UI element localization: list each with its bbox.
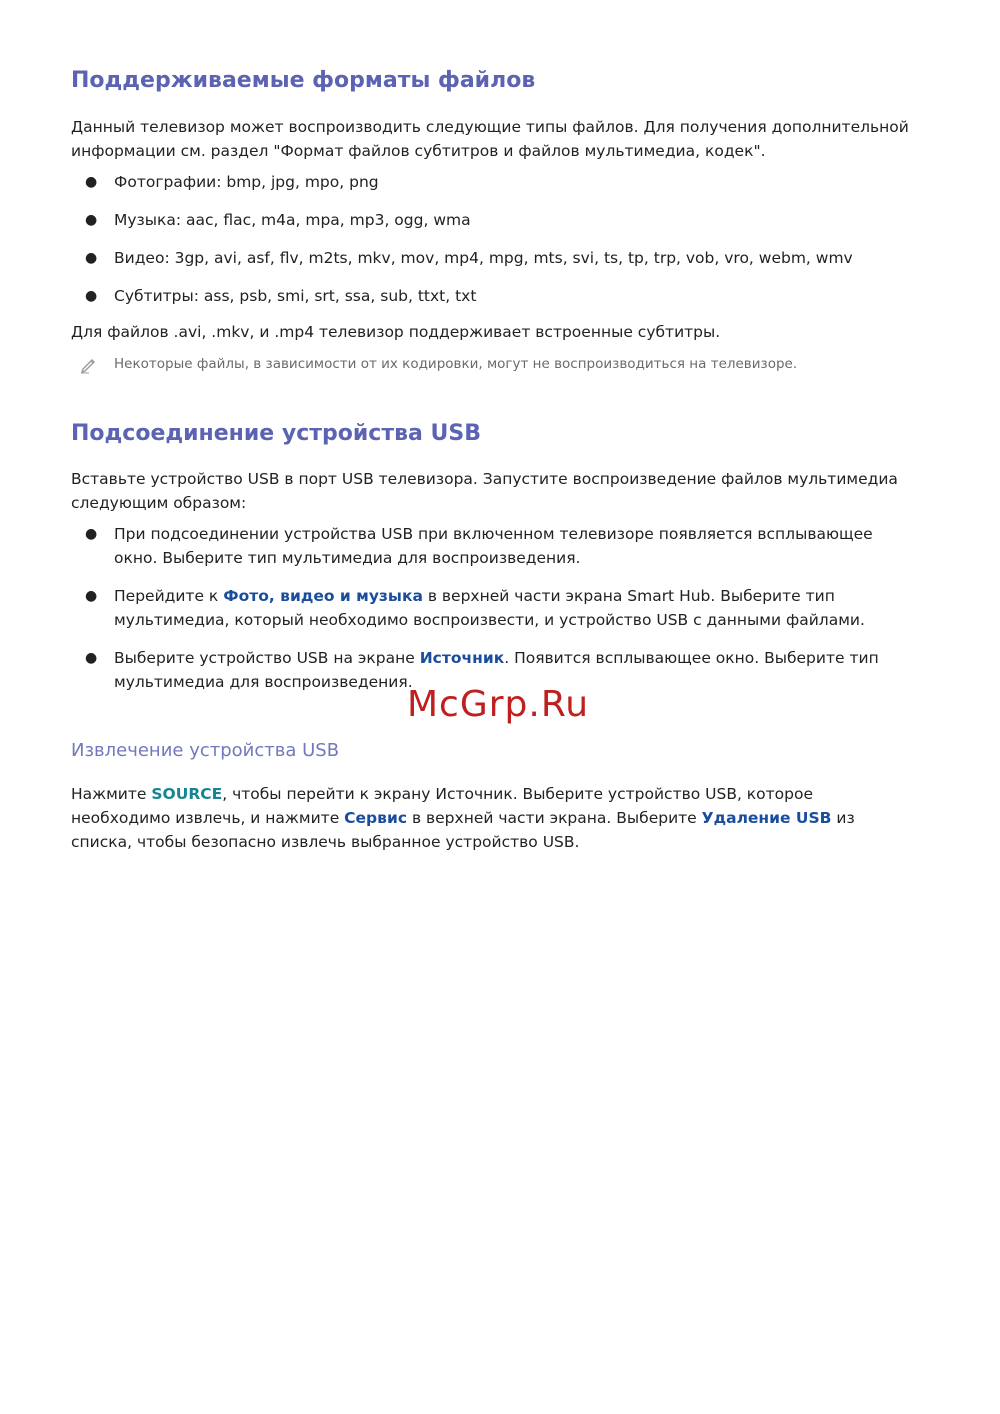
list-item: ● Выберите устройство USB на экране Источник. Появится всплывающее окно. Выберите тип мультимедиа для воспроизведения. [85, 649, 879, 691]
section-title-eject-usb: Извлечение устройства USB [71, 740, 340, 761]
list-item: ● Фотографии: bmp, jpg, mpo, png [85, 173, 379, 191]
watermark: McGrp.Ru [407, 684, 590, 725]
key-source: SOURCE [151, 785, 223, 803]
eject-instructions: Нажмите SOURCE, чтобы перейти к экрану Источник. Выберите устройство USB, которое необходимо извлечь, и нажмите Сервис в верхней части экрана. Выберите Удаление USB из списка, чтобы безопасно извлечь выбранное устройство USB. [71, 785, 855, 851]
list-item: ● При подсоединении устройства USB при включенном телевизоре появляется всплывающее окно. Выберите тип мультимедиа для воспроизведения. [85, 525, 873, 567]
list-item: ● Перейдите к Фото, видео и музыка в верхней части экрана Smart Hub. Выберите тип мультимедиа, который необходимо воспроизвести, и устройство USB с данными файлами. [85, 587, 865, 629]
section-title-usb: Подсоединение устройства USB [71, 421, 481, 446]
note-text: Некоторые файлы, в зависимости от их кодировки, могут не воспроизводиться на телевизоре. [114, 356, 798, 372]
section-title-formats: Поддерживаемые форматы файлов [71, 68, 536, 93]
usb-intro: Вставьте устройство USB в порт USB телевизора. Запустите воспроизведение файлов мультимедиа следующим образом: [71, 470, 898, 512]
list-item: ● Видео: 3gp, avi, asf, flv, m2ts, mkv, mov, mp4, mpg, mts, svi, ts, tp, trp, vob, vro, webm, wmv [85, 249, 853, 267]
formats-list [71, 170, 911, 308]
link-remove-usb[interactable]: Удаление USB [701, 809, 832, 827]
link-source[interactable]: Источник [419, 649, 505, 667]
link-service[interactable]: Сервис [344, 809, 408, 827]
note [71, 354, 911, 374]
pencil-icon [79, 354, 99, 374]
list-item: ● Субтитры: ass, psb, smi, srt, ssa, sub, ttxt, txt [85, 287, 477, 305]
link-photo-video-music[interactable]: Фото, видео и музыка [223, 587, 423, 605]
usb-steps-list [71, 522, 911, 694]
subtitle-support-text: Для файлов .avi, .mkv, и .mp4 телевизор поддерживает встроенные субтитры. [71, 323, 721, 341]
formats-intro: Данный телевизор может воспроизводить следующие типы файлов. Для получения дополнительной информации см. раздел "Формат файлов субтитров и файлов мультимедиа, кодек". [71, 118, 909, 160]
list-item: ● Музыка: aac, flac, m4a, mpa, mp3, ogg, wma [85, 211, 471, 229]
